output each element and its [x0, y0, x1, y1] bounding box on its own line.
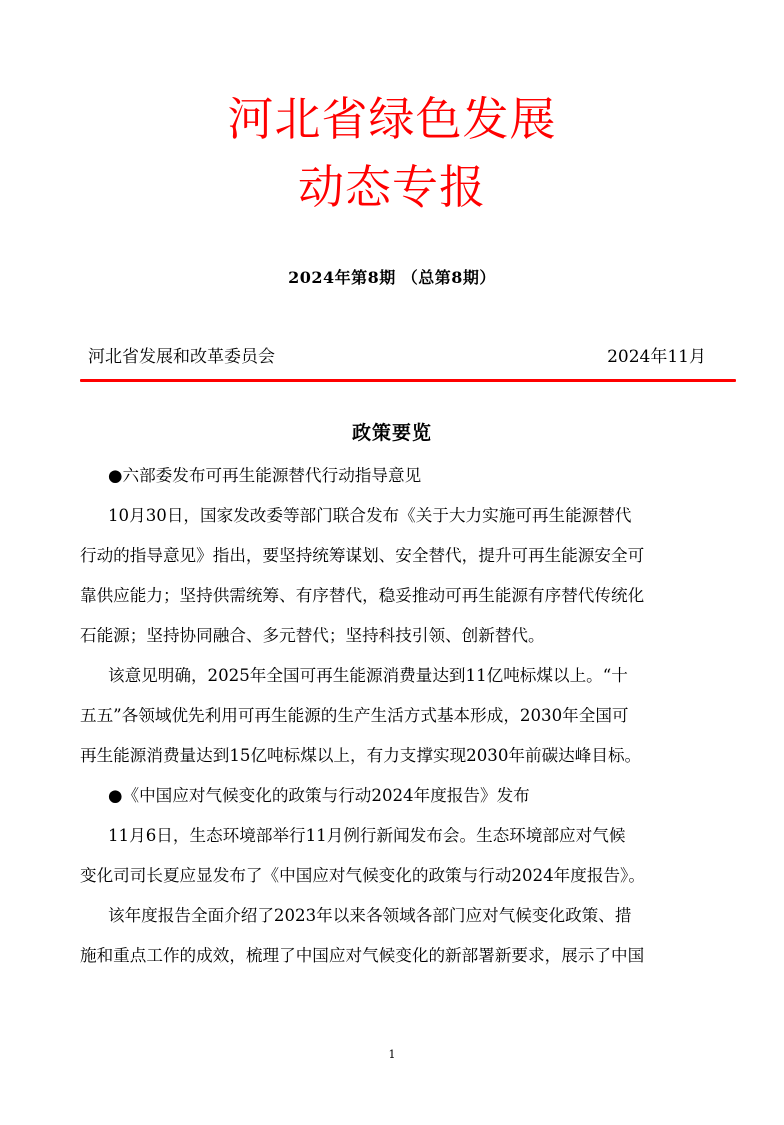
page-number: 1 — [388, 1048, 396, 1061]
item-headline: ●六部委发布可再生能源替代行动指导意见 — [108, 466, 422, 485]
paragraph-line: 该年度报告全面介绍了2023年以来各领域各部门应对气候变化政策、措 — [108, 906, 632, 925]
publication-date: 2024年11月 — [607, 347, 706, 367]
item-headline: ●《中国应对气候变化的政策与行动2024年度报告》发布 — [108, 786, 530, 805]
paragraph-line: 五五”各领域优先利用可再生能源的生产生活方式基本形成，2030年全国可 — [80, 706, 629, 725]
paragraph-line: 靠供应能力；坚持供需统筹、有序替代，稳妥推动可再生能源有序替代传统化 — [80, 586, 645, 605]
document-title-line-2: 动态专报 — [298, 160, 486, 214]
section-title: 政策要览 — [351, 422, 432, 444]
paragraph-line: 10月30日，国家发改委等部门联合发布《关于大力实施可再生能源替代 — [108, 506, 632, 525]
paragraph-line: 石能源；坚持协同融合、多元替代；坚持科技引领、创新替代。 — [80, 626, 545, 645]
paragraph-line: 11月6日，生态环境部举行11月例行新闻发布会。生态环境部应对气候 — [108, 826, 626, 845]
paragraph-line: 行动的指导意见》指出，要坚持统筹谋划、安全替代，提升可再生能源安全可 — [80, 546, 645, 565]
article-body — [80, 456, 706, 976]
document-title-line-1: 河北省绿色发展 — [227, 92, 557, 146]
paragraph-line: 变化司司长夏应显发布了《中国应对气候变化的政策与行动2024年度报告》。 — [80, 866, 645, 885]
red-header-rule — [80, 379, 736, 382]
paragraph-line: 该意见明确，2025年全国可再生能源消费量达到11亿吨标煤以上。“十 — [108, 666, 628, 685]
paragraph-line: 再生能源消费量达到15亿吨标煤以上，有力支撑实现2030年前碳达峰目标。 — [80, 746, 642, 765]
issue-number: 2024年第8期 （总第8期） — [288, 268, 496, 287]
publisher-name: 河北省发展和改革委员会 — [88, 347, 275, 367]
paragraph-line: 施和重点工作的成效，梳理了中国应对气候变化的新部署新要求，展示了中国 — [80, 946, 645, 965]
